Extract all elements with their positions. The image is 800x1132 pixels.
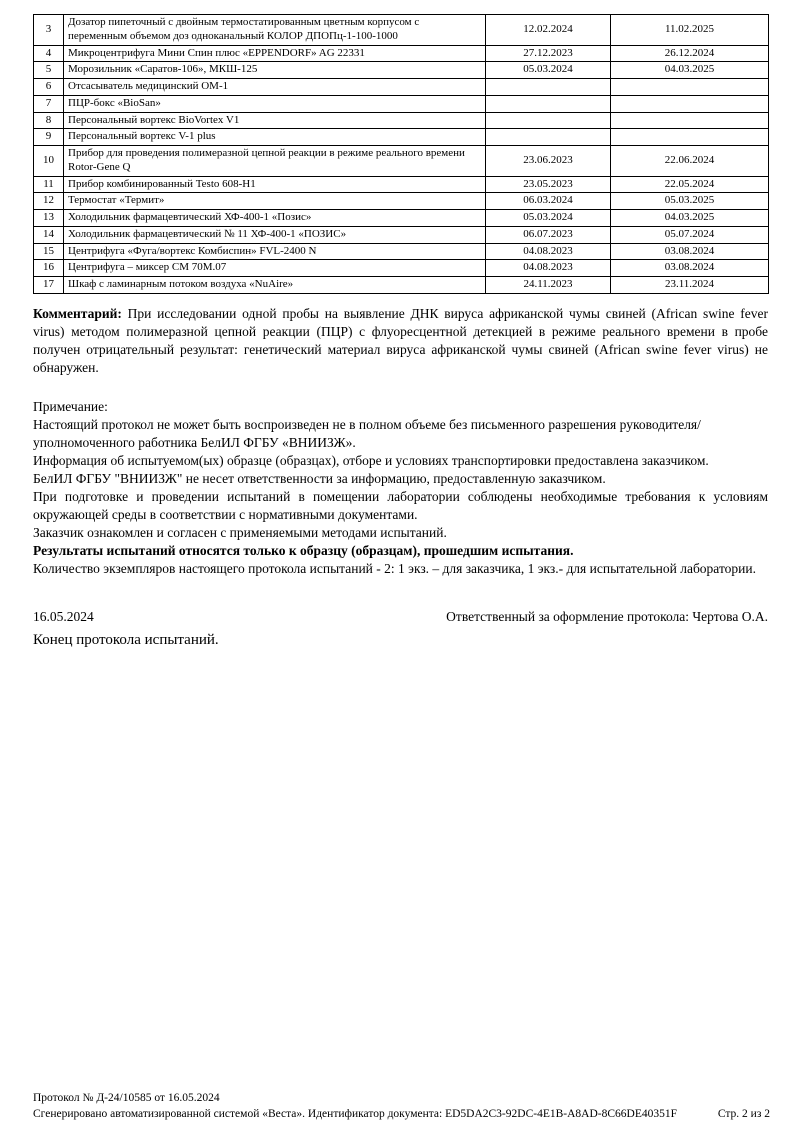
page-footer bbox=[33, 1090, 770, 1122]
table-cell-num: 13 bbox=[34, 210, 64, 227]
note-paragraph: БелИЛ ФГБУ "ВНИИЗЖ" не несет ответственности за информацию, предоставленную заказчиком. bbox=[33, 470, 606, 486]
table-row bbox=[34, 277, 769, 294]
note-paragraph: Информация об испытуемом(ых) образце (образцах), отборе и условиях транспортировки предоставлена заказчиком. bbox=[33, 452, 709, 468]
table-cell-verified bbox=[486, 79, 611, 96]
table-cell-name: Морозильник «Саратов-106», МКШ-125 bbox=[64, 62, 486, 79]
table-cell-num: 9 bbox=[34, 129, 64, 146]
table-cell-valid-until: 11.02.2025 bbox=[611, 15, 769, 46]
note-paragraph: Заказчик ознакомлен и согласен с применяемыми методами испытаний. bbox=[33, 524, 447, 540]
table-row bbox=[34, 226, 769, 243]
table-cell-name: ПЦР-бокс «BioSan» bbox=[64, 95, 486, 112]
table-cell-verified: 24.11.2023 bbox=[486, 277, 611, 294]
footer-generated-info: Сгенерировано автоматизированной системой «Веста». Идентификатор документа: ED5DA2C3-92DC-4E1B-A8AD-8C66DE40351F bbox=[33, 1108, 677, 1120]
notes-heading: Примечание: bbox=[33, 398, 108, 414]
notes-list bbox=[33, 416, 768, 578]
table-cell-valid-until bbox=[611, 129, 769, 146]
table-cell-verified: 23.05.2023 bbox=[486, 176, 611, 193]
footer-protocol-number: Протокол № Д-24/10585 от 16.05.2024 bbox=[33, 1092, 220, 1104]
table-cell-name: Шкаф с ламинарным потоком воздуха «NuAire» bbox=[64, 277, 486, 294]
protocol-date: 16.05.2024 bbox=[33, 608, 94, 624]
note-paragraph: Результаты испытаний относятся только к образцу (образцам), прошедшим испытания. bbox=[33, 542, 574, 558]
comment-text: При исследовании одной пробы на выявление ДНК вируса африканской чумы свиней (African swine fever virus) методом полимеразной цепной реакции (ПЦР) с флуоресцентной детекцией в режиме реального времени в пробе получен отрицательный результат: генетический материал вируса африканской чумы свиней (African swine fever virus) не обнаружен. bbox=[33, 305, 768, 375]
table-cell-valid-until: 26.12.2024 bbox=[611, 45, 769, 62]
table-cell-verified bbox=[486, 129, 611, 146]
signature-row bbox=[33, 608, 768, 626]
table-cell-valid-until: 04.03.2025 bbox=[611, 62, 769, 79]
note-paragraph: Настоящий протокол не может быть воспроизведен не в полном объеме без письменного разрешения руководителя/уполномоченного работника БелИЛ ФГБУ «ВНИИЗЖ». bbox=[33, 416, 701, 450]
table-cell-valid-until: 05.07.2024 bbox=[611, 226, 769, 243]
table-cell-name: Термостат «Термит» bbox=[64, 193, 486, 210]
table-cell-verified bbox=[486, 95, 611, 112]
table-row bbox=[34, 129, 769, 146]
table-cell-num: 11 bbox=[34, 176, 64, 193]
table-cell-name: Холодильник фармацевтический ХФ-400-1 «Позис» bbox=[64, 210, 486, 227]
table-cell-valid-until: 22.05.2024 bbox=[611, 176, 769, 193]
table-row bbox=[34, 79, 769, 96]
table-cell-verified: 04.08.2023 bbox=[486, 260, 611, 277]
end-of-protocol-line: Конец протокола испытаний. bbox=[33, 631, 219, 648]
table-cell-num: 3 bbox=[34, 15, 64, 46]
table-cell-num: 17 bbox=[34, 277, 64, 294]
table-cell-name: Микроцентрифуга Мини Спин плюс «EPPENDORF» AG 22331 bbox=[64, 45, 486, 62]
table-cell-num: 6 bbox=[34, 79, 64, 96]
table-cell-name: Центрифуга – миксер СМ 70М.07 bbox=[64, 260, 486, 277]
table-cell-num: 12 bbox=[34, 193, 64, 210]
table-row bbox=[34, 193, 769, 210]
table-row bbox=[34, 260, 769, 277]
table-cell-verified: 12.02.2024 bbox=[486, 15, 611, 46]
table-row bbox=[34, 15, 769, 46]
table-cell-name: Центрифуга «Фуга/вортекс Комбиспин» FVL-2400 N bbox=[64, 243, 486, 260]
table-cell-name: Прибор для проведения полимеразной цепной реакции в режиме реального времени Rotor-Gene Q bbox=[64, 146, 486, 177]
table-cell-name: Отсасыватель медицинский ОМ-1 bbox=[64, 79, 486, 96]
footer-line2 bbox=[33, 1106, 770, 1122]
table-cell-name: Персональный вортекс V-1 plus bbox=[64, 129, 486, 146]
table-cell-num: 16 bbox=[34, 260, 64, 277]
table-cell-num: 4 bbox=[34, 45, 64, 62]
table-cell-verified: 23.06.2023 bbox=[486, 146, 611, 177]
table-cell-verified: 04.08.2023 bbox=[486, 243, 611, 260]
table-cell-valid-until bbox=[611, 95, 769, 112]
table-cell-valid-until: 05.03.2025 bbox=[611, 193, 769, 210]
table-row bbox=[34, 176, 769, 193]
table-cell-num: 8 bbox=[34, 112, 64, 129]
note-paragraph: Количество экземпляров настоящего протокола испытаний - 2: 1 экз. – для заказчика, 1 экз.- для испытательной лаборатории. bbox=[33, 560, 756, 576]
table-row bbox=[34, 45, 769, 62]
table-row bbox=[34, 210, 769, 227]
footer-page-indicator: Стр. 2 из 2 bbox=[717, 1108, 770, 1120]
table-cell-num: 5 bbox=[34, 62, 64, 79]
responsible-person: Ответственный за оформление протокола: Чертова О.А. bbox=[446, 608, 768, 624]
table-cell-valid-until bbox=[611, 112, 769, 129]
table-cell-name: Прибор комбинированный Testo 608-H1 bbox=[64, 176, 486, 193]
table-cell-valid-until: 23.11.2024 bbox=[611, 277, 769, 294]
equipment-table bbox=[33, 14, 769, 294]
table-cell-verified bbox=[486, 112, 611, 129]
table-cell-valid-until: 22.06.2024 bbox=[611, 146, 769, 177]
table-cell-verified: 06.03.2024 bbox=[486, 193, 611, 210]
comment-paragraph bbox=[33, 305, 768, 377]
equipment-table-body bbox=[34, 15, 769, 294]
table-cell-verified: 06.07.2023 bbox=[486, 226, 611, 243]
table-cell-valid-until: 04.03.2025 bbox=[611, 210, 769, 227]
table-cell-num: 7 bbox=[34, 95, 64, 112]
table-cell-name: Персональный вортекс BioVortex V1 bbox=[64, 112, 486, 129]
table-row bbox=[34, 146, 769, 177]
table-cell-name: Дозатор пипеточный с двойным термостатированным цветным корпусом с переменным объемом доз одноканальный КОЛОР ДПОПц-1-100-1000 bbox=[64, 15, 486, 46]
table-row bbox=[34, 112, 769, 129]
table-cell-verified: 05.03.2024 bbox=[486, 62, 611, 79]
table-row bbox=[34, 243, 769, 260]
table-cell-valid-until: 03.08.2024 bbox=[611, 260, 769, 277]
table-row bbox=[34, 95, 769, 112]
comment-label: Комментарий: bbox=[33, 305, 122, 321]
table-cell-num: 14 bbox=[34, 226, 64, 243]
note-paragraph: При подготовке и проведении испытаний в помещении лаборатории соблюдены необходимые требования к условиям окружающей среды в соответствии с нормативными документами. bbox=[33, 488, 768, 522]
table-cell-verified: 05.03.2024 bbox=[486, 210, 611, 227]
table-row bbox=[34, 62, 769, 79]
table-cell-num: 10 bbox=[34, 146, 64, 177]
table-cell-num: 15 bbox=[34, 243, 64, 260]
table-cell-name: Холодильник фармацевтический № 11 ХФ-400-1 «ПОЗИС» bbox=[64, 226, 486, 243]
table-cell-valid-until bbox=[611, 79, 769, 96]
table-cell-verified: 27.12.2023 bbox=[486, 45, 611, 62]
table-cell-valid-until: 03.08.2024 bbox=[611, 243, 769, 260]
